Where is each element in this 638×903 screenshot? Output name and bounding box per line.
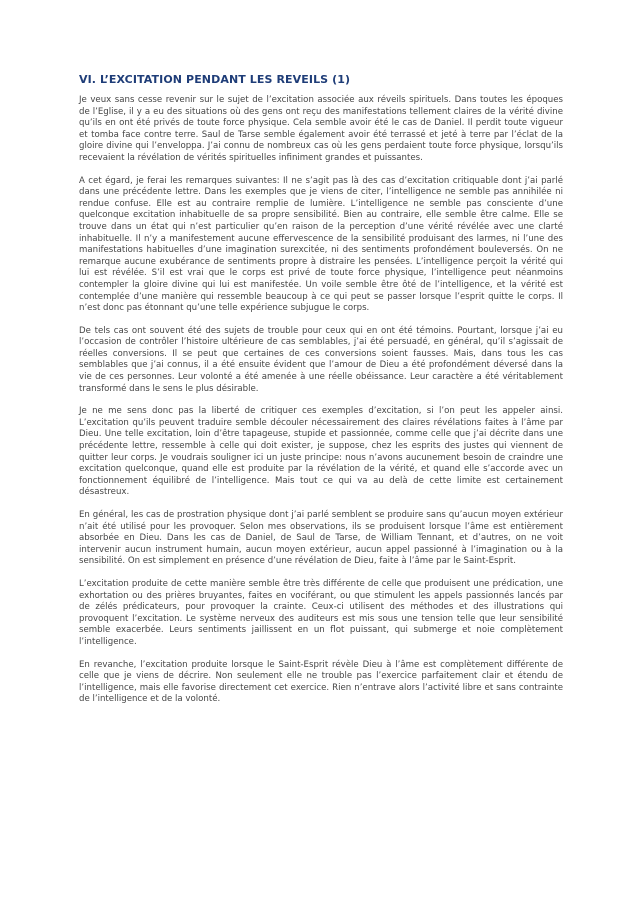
paragraph-6: L’excitation produite de cette manière semble être très différente de celle que produisent une prédication, une exhortation ou des prières bruyantes, faites en vociférant, ou que stimulent les appels passionnés lancés par de zélés prédicateurs, pour provoquer la crainte. Ceux-ci utilisent des méthodes et des illustrations qui provoquent l’excitation. Le système nerveux des auditeurs est mis sous une tension telle que leur sensibilité semble exacerbée. Leurs sentiments jaillissent en un flot puissant, qui submerge et noie complètement l’intelligence.	[79, 578, 563, 647]
paragraph-2: A cet égard, je ferai les remarques suivantes: Il ne s’agit pas là des cas d’excitation critiquable dont j’ai parlé dans une précédente lettre. Dans les exemples que je viens de citer, l’intelligence ne semble pas annihilée ni rendue confuse. Elle est au contraire remplie de lumière. L’intelligence ne semble pas consciente d’une quelconque excitation inhabituelle de sa propre sensibilité. Bien au contraire, elle semble être calme. Elle se trouve dans un état qui n’est particulier qu’en raison de la perception d’une vérité révélée avec une clarté inhabituelle. Il n’y a manifestement aucune effervescence de la sensibilité produisant des larmes, ni l’une des manifestations habituelles d’une imagination surexcitée, ni des sentiments profondément bouleversés. On ne remarque aucune exubérance de sentiments propre à distraire les pensées. L’intelligence perçoit la vérité qui lui est révélée. S’il est vrai que le corps est privé de toute force physique, l’intelligence peut néanmoins contempler la gloire divine qui lui est manifestée. Un voile semble être ôté de l’intelligence, et la vérité est contemplée d’une manière qui ressemble beaucoup à ce qui peut se passer lorsque l’esprit quitte le corps. Il n’est donc pas étonnant qu’une telle expérience subjugue le corps.	[79, 175, 563, 314]
paragraph-7: En revanche, l’excitation produite lorsque le Saint-Esprit révèle Dieu à l’âme est complètement différente de celle que je viens de décrire. Non seulement elle ne trouble pas l’exercice parfaitement clair et étendu de l’intelligence, mais elle favorise directement cet exercice. Rien n’entrave alors l’activité libre et sans contrainte de l’intelligence et de la volonté.	[79, 659, 563, 705]
paragraph-1: Je veux sans cesse revenir sur le sujet de l’excitation associée aux réveils spirituels. Dans toutes les époques de l’Eglise, il y a eu des situations où des gens ont reçu des manifestations tellement claires de la vérité divine qu’ils en ont été privés de toute force physique. Cela semble avoir été le cas de Daniel. Il perdit toute vigueur et tomba face contre terre. Saul de Tarse semble également avoir été terrassé et jeté à terre par l’éclat de la gloire divine qui l’enveloppa. J’ai connu de nombreux cas où les gens perdaient toute force physique, lorsqu’ils recevaient la révélation de vérités spirituelles infiniment grandes et puissantes.	[79, 95, 563, 163]
paragraph-5: En général, les cas de prostration physique dont j’ai parlé semblent se produire sans qu’aucun moyen extérieur n’ait été utilisé pour les provoquer. Selon mes observations, ils se produisent lorsque l’âme est entièrement absorbée en Dieu. Dans les cas de Daniel, de Saul de Tarse, de William Tennant, et d’autres, on ne voit intervenir aucun instrument humain, aucun moyen extérieur, aucun appel passionné à l’imagination ou à la sensibilité. On est simplement en présence d’une révélation de Dieu, faite à l’âme par le Saint-Esprit.	[79, 510, 563, 567]
paragraph-4: Je ne me sens donc pas la liberté de critiquer ces exemples d’excitation, si l’on peut les appeler ainsi. L’excitation qu’ils peuvent traduire semble découler nécessairement des claires révélations faites à l’âme par Dieu. Une telle excitation, loin d’être tapageuse, stupide et passionnée, comme celle que j’ai décrite dans une précédente lettre, ressemble à celle qui doit exister, je suppose, chez les esprits des justes qui viennent de quitter leur corps. Je voudrais souligner ici un juste principe: nous n’avons aucunement besoin de craindre une excitation quelconque, quand elle est produite par la révélation de la vérité, et quand elle s’accorde avec un fonctionnement équilibré de l’intelligence. Mais tout ce qui va au delà de cette limite est certainement désastreux.	[79, 406, 563, 498]
paragraph-3: De tels cas ont souvent été des sujets de trouble pour ceux qui en ont été témoins. Pourtant, lorsque j’ai eu l’occasion de contrôler l’histoire ultérieure de cas semblables, j’ai été persuadé, en général, qu’il s’agissait de réelles conversions. Il se peut que certaines de ces conversions soient fausses. Mais, dans tous les cas semblables que j’ai connus, il a été ensuite évident que l’amour de Dieu a été profondément déversé dans la vie de ces personnes. Leur volonté a été amenée à une réelle obéissance. Leur caractère a été véritablement transformé dans le sens le plus désirable.	[79, 325, 563, 394]
chapter-title: VI. L’EXCITATION PENDANT LES REVEILS (1)	[79, 73, 351, 86]
